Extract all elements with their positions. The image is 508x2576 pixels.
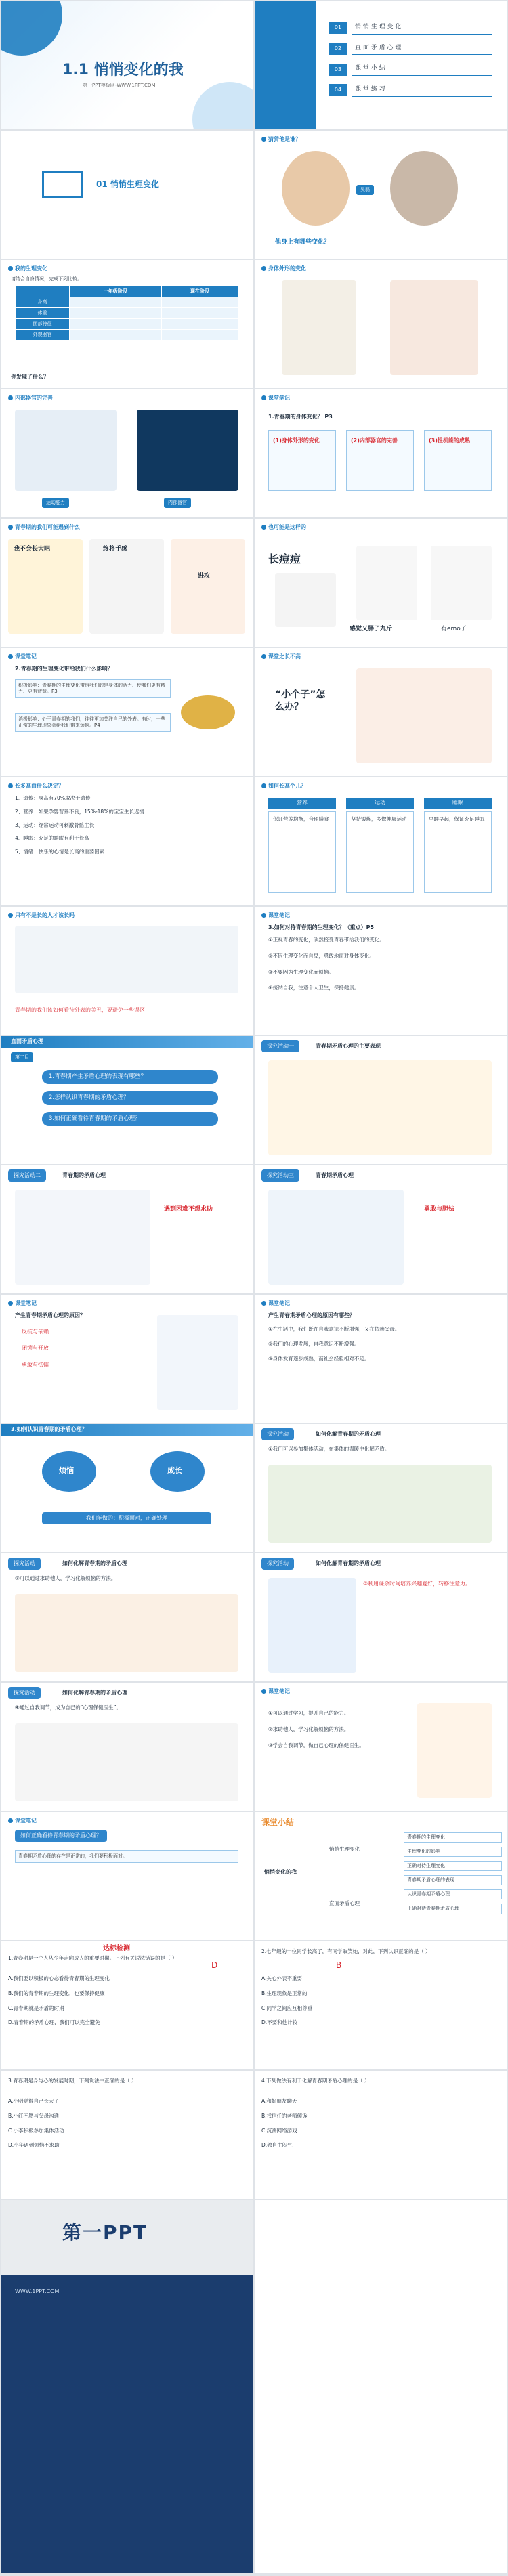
banner: 我们能做的：积极面对，正确处理 xyxy=(42,1512,211,1524)
grow-text: 保证营养均衡，合理膳食 xyxy=(268,811,336,893)
activity-image xyxy=(268,1060,492,1155)
quiz-option: B.小红不愿与父母沟通 xyxy=(8,2112,60,2119)
note-list xyxy=(268,1326,492,1370)
agenda-item[interactable] xyxy=(329,84,492,97)
meme-text-fat: 感觉又胖了九斤 xyxy=(350,626,393,632)
agenda-number: 01 xyxy=(329,22,347,34)
activity-tag: 探究活动三 xyxy=(261,1169,299,1182)
factor-item: 5、情绪：快乐的心情是长高的重要因素 xyxy=(15,849,105,855)
grow-text: 坚持锻炼，多做伸展运动 xyxy=(346,811,414,893)
meme-fat xyxy=(356,546,417,620)
grow-heading: 运动 xyxy=(346,798,414,809)
slide-section-1 xyxy=(1,131,253,259)
notes-image xyxy=(417,1703,492,1798)
agenda-item[interactable] xyxy=(329,43,492,56)
agenda-number: 04 xyxy=(329,84,347,96)
note-list xyxy=(268,937,485,1001)
section-heading: 身体外形的变化 xyxy=(261,265,306,272)
table-cell xyxy=(70,319,162,330)
bubble-text: “小个子”怎么办？ xyxy=(275,689,326,713)
bread-image xyxy=(181,695,235,729)
activity-image xyxy=(268,1190,404,1285)
slide-quiz-2 xyxy=(255,1941,507,2069)
section-heading: 猜猜他是谁？ xyxy=(261,136,301,143)
activity-title: 如何化解青春期的矛盾心理 xyxy=(316,1431,381,1437)
note-card: (2)内部器官的完善 xyxy=(346,430,414,491)
calendar-icon xyxy=(42,171,83,198)
factor-item: 3、运动：经常运动可刺激骨骼生长 xyxy=(15,821,95,828)
summary-branch-1: 悄悄生理变化 xyxy=(329,1846,360,1852)
note-item: ②求助他人，学习化解烦恼的方法。 xyxy=(268,1725,350,1732)
quiz-options xyxy=(261,1975,499,2034)
deck-title: 1.1 悄悄变化的我 xyxy=(62,62,184,79)
section-heading: 课堂笔记 xyxy=(8,1300,37,1307)
slide-quiz-1 xyxy=(1,1941,253,2069)
cartoon-kids xyxy=(356,668,492,763)
agenda-item[interactable] xyxy=(329,22,492,35)
summary-leaf: 正确对待青春期矛盾心理 xyxy=(404,1904,502,1914)
factor-item: 2、营养：如果孕婴营养不良，15%-18%的宝宝生长迟缓 xyxy=(15,808,144,815)
section-heading: 课堂笔记 xyxy=(261,1688,290,1695)
note-card: (1)身体外形的变化 xyxy=(268,430,336,491)
table-cell xyxy=(161,297,238,308)
slide-resolve-3 xyxy=(255,1553,507,1681)
slide-body-change xyxy=(255,260,507,388)
quiz-answer: B xyxy=(336,1960,342,1970)
caption-2: 内部器官 xyxy=(164,498,191,508)
table-row xyxy=(16,308,238,319)
agenda-label: 直 面 矛 盾 心 理 xyxy=(352,43,492,56)
section-heading: 课堂笔记 xyxy=(8,653,37,660)
table-header-cell xyxy=(16,286,70,297)
footer-site[interactable]: WWW.1PPT.COM xyxy=(15,2288,60,2294)
summary-leaves xyxy=(404,1832,502,1918)
quiz-answer: D xyxy=(211,1960,218,1970)
summary-leaf: 生理变化的影响 xyxy=(404,1847,502,1857)
footer-banner xyxy=(1,2275,253,2573)
slide-blank xyxy=(255,2200,507,2573)
summary-leaf: 青春期矛盾心理的表现 xyxy=(404,1875,502,1885)
slide-header: 直面矛盾心理 xyxy=(1,1036,253,1048)
slide-notes-3 xyxy=(255,907,507,1035)
section-heading: 我的生理变化 xyxy=(8,265,47,272)
section-label: 01 悄悄生理变化 xyxy=(96,179,159,189)
note-item: ①正视青春的变化，欣然接受青春带给我们的变化。 xyxy=(268,937,385,943)
name-badge: 吴磊 xyxy=(356,185,374,195)
question-item: 2.怎样认识青春期的矛盾心理？ xyxy=(42,1091,218,1105)
section-heading: 长多高由什么决定？ xyxy=(8,783,64,790)
note-item: 闭锁与开放 xyxy=(22,1345,49,1352)
note-question: 产生青春期矛盾心理的原因？ xyxy=(15,1312,85,1318)
quiz-question: 4.下列做法有利于化解青春期矛盾心理的是（ ） xyxy=(261,2078,370,2084)
activity-title: 如何化解青春期的矛盾心理 xyxy=(62,1560,127,1566)
slide-title xyxy=(1,1,253,129)
question-item: 1.青春期产生矛盾心理的表现有哪些？ xyxy=(42,1070,218,1084)
meme-emo xyxy=(431,546,492,620)
table-header-cell: 一年级阶段 xyxy=(70,286,162,297)
slide-recognize xyxy=(1,1424,253,1552)
grow-heading: 睡眠 xyxy=(424,798,492,809)
adult-photo xyxy=(390,151,458,226)
note-item: ④接纳自我，注意个人卫生，保持健康。 xyxy=(268,985,360,991)
table-row xyxy=(16,330,238,341)
quiz-title: 达标检测 xyxy=(103,1945,130,1952)
note-question: 2.青春期的生理变化带给我们什么影响？ xyxy=(15,666,113,672)
slide-notes-7 xyxy=(1,1812,253,1940)
slide-notes-5 xyxy=(255,1295,507,1423)
note-item: ②不因生理变化而自卑，勇敢地面对身体变化。 xyxy=(268,952,375,959)
activity-highlight: 遇到困难不想求助 xyxy=(164,1206,213,1213)
note-item: 反抗与依赖 xyxy=(22,1329,49,1335)
note-item: ③身体发育逐步成熟，而社会经验相对不足。 xyxy=(268,1355,370,1362)
activity-tag: 探究活动 xyxy=(261,1558,294,1570)
question-list xyxy=(42,1070,218,1133)
quiz-options xyxy=(261,2098,499,2157)
note-question: 如何正确看待青春期的矛盾心理？ xyxy=(15,1830,107,1842)
slide-notes-4 xyxy=(1,1295,253,1423)
note-question: 产生青春期矛盾心理的原因有哪些？ xyxy=(268,1312,355,1318)
note-item: 勇敢与怯懦 xyxy=(22,1361,49,1368)
slide-explore-3 xyxy=(255,1165,507,1293)
quiz-option: B.生理现象是正常的 xyxy=(261,1990,308,1996)
activity-title: 青春期的矛盾心理 xyxy=(62,1172,106,1178)
slide-explore-2 xyxy=(1,1165,253,1293)
quiz-options xyxy=(8,2098,245,2157)
question-text: 他身上有哪些变化？ xyxy=(275,239,331,246)
note-question: 1.青春期的身体变化？ P3 xyxy=(268,414,333,420)
factor-item: 1、遗传：身高有70%取决于遗传 xyxy=(15,795,91,801)
quiz-option: D.青春期的矛盾心理，我们可以完全避免 xyxy=(8,2019,100,2026)
notes-image xyxy=(157,1315,238,1410)
meme-3 xyxy=(171,539,245,634)
question-item: 3.如何正确看待青春期的矛盾心理？ xyxy=(42,1112,218,1126)
activity-text: ②可以通过求助他人，学习化解烦恼的方法。 xyxy=(15,1575,117,1581)
quiz-option: D.不要和他计较 xyxy=(261,2019,298,2026)
quiz-question: 1.青春期是一个人从少年走向成人的重要时期。下列有关说法错误的是（ ） xyxy=(8,1955,177,1961)
summary-leaf: 正确对待生理变化 xyxy=(404,1861,502,1871)
slide-header: 3.如何认识青春期的矛盾心理？ xyxy=(1,1424,253,1436)
summary-title: 课堂小结 xyxy=(261,1818,295,1827)
quiz-options xyxy=(8,1975,245,2034)
summary-branch-2: 直面矛盾心理 xyxy=(329,1900,360,1906)
slide-short xyxy=(255,648,507,776)
ask-text: 你发现了什么？ xyxy=(11,374,49,380)
slide-explore-1 xyxy=(255,1036,507,1164)
hurdle-image xyxy=(15,410,117,491)
activity-text: ①我们可以参加集体活动，在集体的温暖中化解矛盾。 xyxy=(268,1446,390,1452)
quiz-option: A.和好朋友聊天 xyxy=(261,2098,297,2104)
compare-table xyxy=(15,286,238,341)
note-item: ③不要因为生理变化而烦恼。 xyxy=(268,968,334,975)
section-heading: 课堂笔记 xyxy=(261,1300,290,1307)
slide-resolve-2 xyxy=(1,1553,253,1681)
section-heading: 如何长高个儿？ xyxy=(261,783,306,790)
slide-quiz-3 xyxy=(1,2071,253,2199)
note-list xyxy=(268,1710,404,1758)
agenda-label: 课 堂 练 习 xyxy=(352,84,492,97)
summary-center: 悄悄变化的我 xyxy=(264,1869,297,1875)
meme-text-2: 终将手感 xyxy=(103,546,128,553)
note-text: 青春期矛盾心理的存在是正常的，我们要积极面对。 xyxy=(15,1850,238,1863)
note-card: (3)性机能的成熟 xyxy=(424,430,492,491)
activity-title: 如何化解青春期的矛盾心理 xyxy=(316,1560,381,1566)
factor-item: 4、睡眠：充足的睡眠有利于长高 xyxy=(15,835,89,842)
slide-grow-tall xyxy=(255,777,507,905)
slide-organs xyxy=(1,389,253,517)
grow-text: 早睡早起，保证充足睡眠 xyxy=(424,811,492,893)
quiz-option: A.关心外表不重要 xyxy=(261,1975,302,1981)
child-photo xyxy=(282,151,350,226)
section-tag: 第二目 xyxy=(11,1052,33,1062)
agenda-list xyxy=(329,22,492,105)
agenda-item[interactable] xyxy=(329,63,492,76)
table-row xyxy=(16,319,238,330)
note-item: ②我们的心理发展，自我意识不断增强。 xyxy=(268,1340,360,1347)
table-cell xyxy=(161,319,238,330)
table-row xyxy=(16,297,238,308)
activity-image xyxy=(268,1578,356,1673)
quiz-option: D.小华遇到烦恼不求助 xyxy=(8,2142,60,2149)
activity-image xyxy=(15,1723,238,1801)
meme-text-acne: 长痘痘 xyxy=(268,553,301,565)
quiz-option: B.我们的青春期的生理变化，也要保持健康 xyxy=(8,1990,105,1996)
activity-text: ③利用课余时间培养兴趣爱好，转移注意力。 xyxy=(363,1581,471,1587)
slide-notes-2 xyxy=(1,648,253,776)
quiz-option: C.小李积极参加集体活动 xyxy=(8,2127,64,2134)
section-heading: 课堂笔记 xyxy=(8,1818,37,1824)
section-heading: 只有不是长的人才该长吗 xyxy=(8,912,75,919)
deck-subtitle: 第一PPT模板网-WWW.1PPT.COM xyxy=(83,83,156,88)
activity-tag: 探究活动 xyxy=(8,1558,41,1570)
beauty-image xyxy=(15,926,238,993)
quiz-option: B.找信任的老师倾诉 xyxy=(261,2112,308,2119)
section-heading: 青春期的我们可能遇到什么 xyxy=(8,524,80,531)
quiz-option: D.独自生闷气 xyxy=(261,2142,293,2149)
section-heading: 也可能是这样的 xyxy=(261,524,306,531)
beauty-note: 青春期的我们该如何看待外表的美丑，要避免一些误区 xyxy=(15,1007,145,1013)
bubble-worry-text: 烦恼 xyxy=(59,1466,74,1475)
table-cell: 外貌器官 xyxy=(16,330,70,341)
note-question: 3.如何对待青春期的生理变化？（重点）P5 xyxy=(268,924,375,930)
slide-compare xyxy=(1,260,253,388)
negative-effect: 消极影响：处于青春期的我们，往往更加关注自己的外表。有时，一些正常的生理现象会给我们带来烦恼。P4 xyxy=(15,713,171,732)
table-cell xyxy=(70,308,162,319)
table-cell xyxy=(161,330,238,341)
agenda-number: 02 xyxy=(329,43,347,55)
slide-section-2 xyxy=(1,1036,253,1164)
activity-tag: 探究活动二 xyxy=(8,1169,46,1182)
table-cell xyxy=(70,297,162,308)
meme-text-emo: 有emo了 xyxy=(441,626,467,632)
intro-text: 请结合自身情况，完成下列比较。 xyxy=(11,276,82,282)
activity-image xyxy=(15,1190,150,1285)
section-heading: 课堂笔记 xyxy=(261,912,290,919)
activity-tag: 探究活动一 xyxy=(261,1040,299,1052)
slide-beauty xyxy=(1,907,253,1035)
slide-guess xyxy=(255,131,507,259)
note-item: ③学会自我调节，做自己心理的保健医生。 xyxy=(268,1742,364,1748)
section-heading: 课堂笔记 xyxy=(261,395,290,402)
grow-heading: 营养 xyxy=(268,798,336,809)
table-cell: 身高 xyxy=(16,297,70,308)
note-item: ①可以通过学习，提升自己的能力。 xyxy=(268,1710,350,1716)
quiz-question: 2.七年级的一位同学长高了，有同学取笑她，对此，下列认识正确的是（ ） xyxy=(261,1948,431,1954)
caption-1: 运动能力 xyxy=(42,498,69,508)
activity-tag: 探究活动 xyxy=(8,1687,41,1699)
brand-logo: 第一PPT xyxy=(62,2221,148,2244)
quiz-option: C.沉溺网络游戏 xyxy=(261,2127,297,2134)
slide-troubles xyxy=(1,519,253,647)
cartoon-scale-image xyxy=(390,280,478,375)
meme-text-3: 进攻 xyxy=(198,573,211,580)
agenda-number: 03 xyxy=(329,64,347,76)
activity-title: 青春期矛盾心理 xyxy=(316,1172,354,1178)
section-heading: 内部器官的完善 xyxy=(8,395,53,402)
factor-list xyxy=(15,795,245,862)
table-cell xyxy=(161,308,238,319)
agenda-label: 悄 悄 生 理 变 化 xyxy=(352,22,492,35)
summary-leaf: 青春期的生理变化 xyxy=(404,1832,502,1843)
anatomy-image xyxy=(137,410,238,491)
section-heading: 课堂之长不高 xyxy=(261,653,301,660)
slide-footer xyxy=(1,2200,253,2573)
slide-resolve-1 xyxy=(255,1424,507,1552)
slide-resolve-4 xyxy=(1,1683,253,1811)
meme-acne xyxy=(275,573,336,627)
note-list xyxy=(22,1329,144,1378)
summary-leaf: 认识青春期矛盾心理 xyxy=(404,1889,502,1899)
slide-height-factors xyxy=(1,777,253,905)
meme-text-1: 我不会长大吧 xyxy=(14,546,51,553)
slide-notes-6 xyxy=(255,1683,507,1811)
positive-effect: 积极影响：青春期的生理变化带给我们的是身体的活力、使我们更有精力、更有智慧。P3 xyxy=(15,679,171,698)
activity-tag: 探究活动 xyxy=(261,1428,294,1440)
slide-notes-1 xyxy=(255,389,507,517)
cartoon-height-image xyxy=(282,280,356,375)
activity-image xyxy=(268,1465,492,1543)
activity-text: ④通过自我调节，成为自己的“心理保健医生”。 xyxy=(15,1704,121,1711)
slide-agenda xyxy=(255,1,507,129)
note-item: ①在生活中，我们既在自我意识不断增强，又在依赖父母。 xyxy=(268,1326,400,1332)
agenda-label: 课 堂 小 结 xyxy=(352,63,492,76)
bubble-growth-text: 成长 xyxy=(167,1466,182,1475)
quiz-option: A.小明觉得自己长大了 xyxy=(8,2098,59,2104)
table-cell: 体重 xyxy=(16,308,70,319)
activity-title: 如何化解青春期的矛盾心理 xyxy=(62,1690,127,1696)
activity-highlight: 勇敢与胆怯 xyxy=(424,1206,455,1213)
quiz-option: C.青春期就是矛盾的时期 xyxy=(8,2004,64,2011)
slide-summary xyxy=(255,1812,507,1940)
quiz-option: A.我们要以积极的心态看待青春期的生理变化 xyxy=(8,1975,110,1981)
table-header-cell: 现在阶段 xyxy=(161,286,238,297)
slide-quiz-4 xyxy=(255,2071,507,2199)
quiz-question: 3.青春期是身与心的发展时期，下列说法中正确的是（ ） xyxy=(8,2078,137,2084)
table-cell: 面部特征 xyxy=(16,319,70,330)
activity-image xyxy=(15,1594,238,1672)
quiz-option: C.同学之间应互相尊重 xyxy=(261,2004,313,2011)
activity-title: 青春期矛盾心理的主要表现 xyxy=(316,1043,381,1049)
table-cell xyxy=(70,330,162,341)
slide-maybe xyxy=(255,519,507,647)
